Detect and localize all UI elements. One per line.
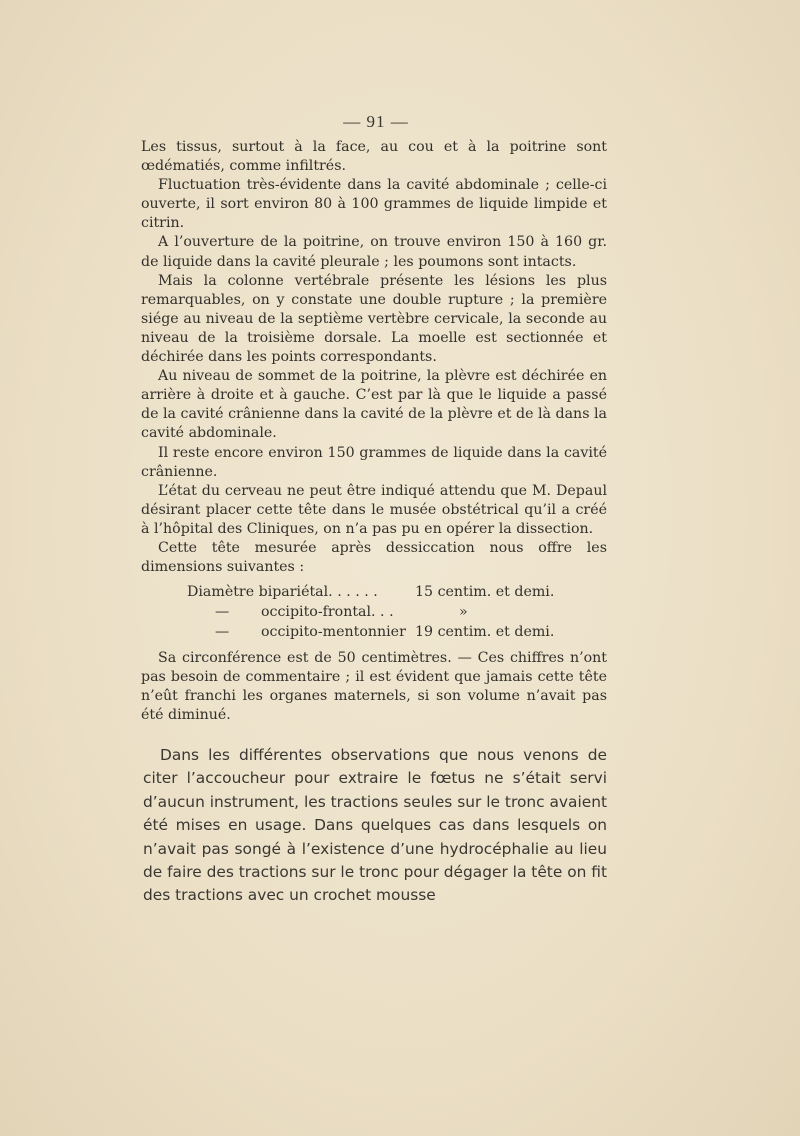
paragraph: Au niveau de sommet de la poitrine, la plèvre est déchirée en arrière à droite et à gauche. C’est par là que le liquide a passé de la cavité crânienne dans la cavité de la plèvre et de là dans la cavité abdominale. (141, 368, 607, 442)
ditto-dash: — (215, 604, 230, 621)
paragraph: Fluctuation très-évidente dans la cavité abdominale ; celle-ci ouverte, il sort environ 80 à 100 grammes de liquide limpide et citrin. (141, 177, 607, 232)
dimension-row (141, 623, 607, 643)
ditto-dash: — (215, 624, 230, 641)
page-number: — 91 — (343, 112, 409, 131)
dimension-name: occipito-frontal. . . (261, 604, 394, 621)
dimension-row (141, 603, 607, 623)
dimension-value: 15 centim. et demi. (415, 584, 555, 601)
dimensions-table (141, 583, 607, 643)
paragraph: Il reste encore environ 150 grammes de liquide dans la cavité crânienne. (141, 444, 607, 480)
paragraph: Cette tête mesurée après dessiccation nous offre les dimensions suivantes : (141, 539, 607, 576)
dimension-row (141, 583, 607, 603)
observation-text (141, 138, 607, 726)
paragraph: Dans les différentes observations que nous venons de citer l’accoucheur pour extraire le fœtus ne s’était servi d’aucun instrument, les tractions seules sur le tronc avaient été mises en usage. Dans quelques cas dans lesquels on n’avait pas songé à l’existence d’une hydrocéphalie au lieu de faire des tractions sur le tronc pour dégager la tête on fit des tractions avec un crochet mousse (143, 746, 607, 905)
dimension-name: occipito-mentonnier (261, 624, 406, 641)
paragraph: Sa circonférence est de 50 centimètres. — Ces chiffres n’ont pas besoin de commentaire ; il est évident que jamais cette tête n’eût franchi les organes maternels, si son volume n’avait pas été diminué. (141, 650, 607, 724)
dimension-value: 19 centim. et demi. (415, 624, 555, 641)
paragraph: Les tissus, surtout à la face, au cou et à la poitrine sont œdématiés, comme infiltrés. (141, 139, 607, 175)
paragraph: L’état du cerveau ne peut être indiqué attendu que M. Depaul désirant placer cette tête dans le musée obstétrical qu’il a créé à l’hôpital des Cliniques, on n’a pas pu en opérer la dissection. (141, 482, 607, 537)
discussion-text (143, 744, 607, 908)
dimension-value: » (459, 604, 468, 621)
dimension-name: Diamètre bipariétal. . . . . . (187, 584, 378, 601)
paragraph: A l’ouverture de la poitrine, on trouve environ 150 à 160 gr. de liquide dans la cavité pleurale ; les poumons sont intacts. (141, 234, 607, 270)
paragraph: Mais la colonne vertébrale présente les lésions les plus remarquables, on y constate une double rupture ; la première siége au niveau de la septième vertèbre cervicale, la seconde au niveau de la troisième dorsale. La moelle est sectionnée et déchirée dans les points correspondants. (141, 272, 607, 366)
